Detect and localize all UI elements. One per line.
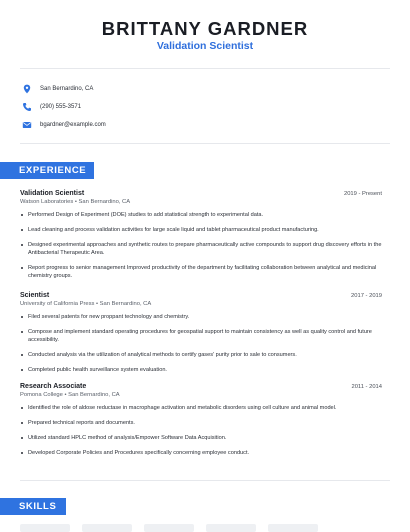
experience-entry xyxy=(20,190,382,287)
skill-chip xyxy=(20,524,70,532)
skills-section-heading: SKILLS xyxy=(0,498,66,515)
bullet-item: Designed experimental approaches and synthetic routes to prepare pharmaceutically active compounds to support drug discovery efforts in the Antibacterial Therapeutic Area. xyxy=(20,241,382,257)
email-icon xyxy=(22,120,32,130)
skills-list xyxy=(20,524,390,532)
experience-entry xyxy=(20,292,382,381)
job-bullets xyxy=(20,313,382,374)
email-text: bgardner@example.com xyxy=(40,122,106,128)
bullet-item: Identified the role of aldose reductase in macrophage activation and metabolic disorders using cell culture and animal model. xyxy=(20,404,382,412)
job-organization: Pomona College • San Bernardino, CA xyxy=(20,392,120,398)
divider xyxy=(20,480,390,481)
bullet-item: Developed Corporate Policies and Procedures specifically concerning employee conduct. xyxy=(20,449,382,457)
job-title-headline: Validation Scientist xyxy=(156,40,254,52)
experience-section-heading: EXPERIENCE xyxy=(0,162,94,179)
job-position: Validation Scientist xyxy=(20,190,85,197)
bullet-item: Report progress to senior management Improved productivity of the department by facilitating collaboration between analytical and medicinal chemistry groups. xyxy=(20,264,382,280)
job-dates: 2011 - 2014 xyxy=(351,384,382,390)
bullet-item: Performed Design of Experiment (DOE) studies to add statistical strength to experimental data. xyxy=(20,211,382,219)
skill-chip xyxy=(206,524,256,532)
contact-phone xyxy=(22,101,81,113)
phone-icon xyxy=(22,102,32,112)
skill-chip xyxy=(144,524,194,532)
contact-location xyxy=(22,83,93,95)
job-bullets xyxy=(20,404,382,457)
job-position: Research Associate xyxy=(20,383,87,390)
candidate-name: BRITTANY GARDNER xyxy=(101,18,309,39)
job-organization: Watson Laboratories • San Bernardino, CA xyxy=(20,199,131,205)
contact-email xyxy=(22,119,106,131)
job-dates: 2019 - Present xyxy=(343,191,382,197)
skill-chip xyxy=(268,524,318,532)
skill-chip xyxy=(82,524,132,532)
location-pin-icon xyxy=(22,84,32,94)
bullet-item: Completed public health surveillance system evaluation. xyxy=(20,366,382,374)
location-text: San Bernardino, CA xyxy=(40,86,94,92)
job-position: Scientist xyxy=(20,292,50,299)
job-dates: 2017 - 2019 xyxy=(351,293,382,299)
bullet-item: Conducted analysis via the utilization of analytical methods to certify gases' purity prior to sale to consumers. xyxy=(20,351,382,359)
bullet-item: Lead cleaning and process validation activities for large scale liquid and tablet pharmaceutical product manufacturing. xyxy=(20,226,382,234)
bullet-item: Prepared technical reports and documents. xyxy=(20,419,382,427)
job-organization: University of California Press • San Bernardino, CA xyxy=(20,301,152,307)
bullet-item: Utilized standard HPLC method of analysis/Empower Software Data Acquisition. xyxy=(20,434,382,442)
bullet-item: Filed several patents for new proppant technology and chemistry. xyxy=(20,313,382,321)
phone-text: (290) 555-3571 xyxy=(40,104,82,110)
experience-entry xyxy=(20,383,382,464)
divider xyxy=(20,143,390,144)
job-bullets xyxy=(20,211,382,280)
bullet-item: Compose and implement standard operating procedures for geospatial support to maintain consistency as well as quality control and future accessibility. xyxy=(20,328,382,344)
divider xyxy=(20,68,390,69)
